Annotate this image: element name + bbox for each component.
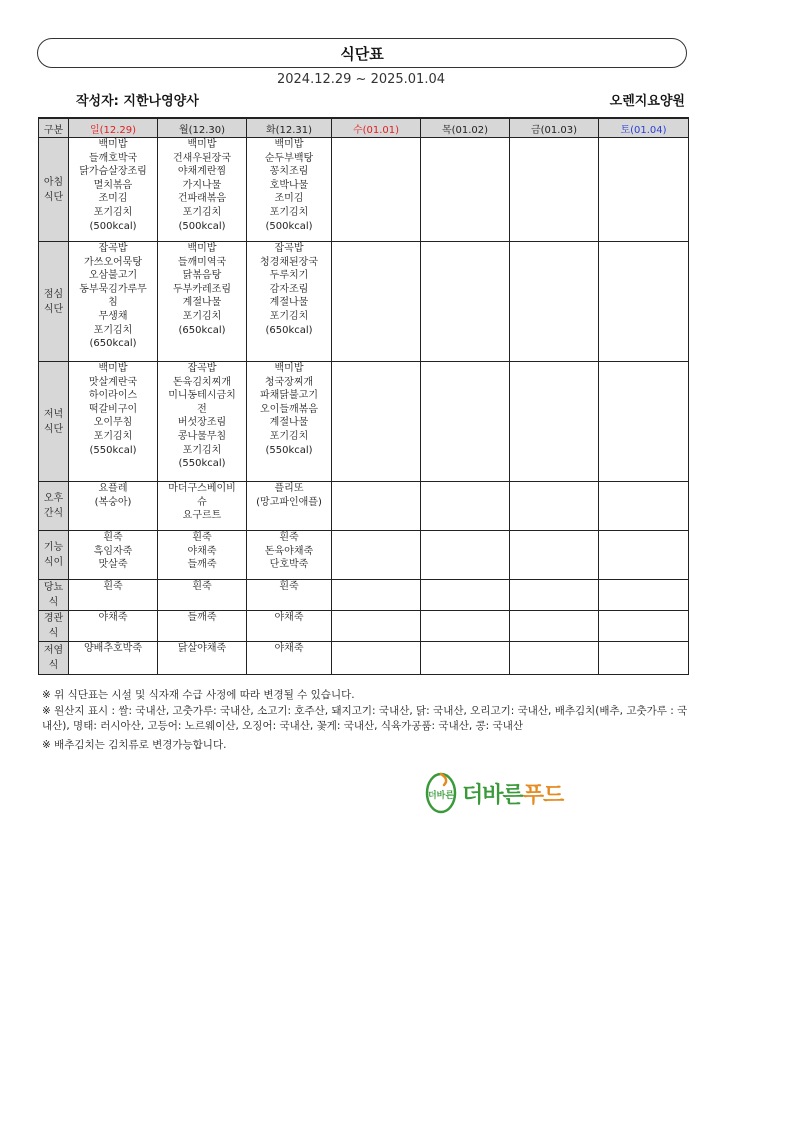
menu-item: 잡곡밥 <box>274 243 304 254</box>
menu-item: 떡갈비구이 <box>88 403 138 415</box>
menu-item: 요플레 <box>98 483 128 494</box>
row-label: 저녁 식단 <box>39 362 69 482</box>
note-origin: ※ 원산지 표시 : 쌀: 국내산, 고춧가루: 국내산, 소고기: 호주산, 돼지고기: 국내산, 닭: 국내산, 오리고기: 국내산, 배추김치(배추, 고춧가루 : 국내산), 명태: 러시아산, 고등어: 노르웨이산, 오징어: 국내산, 꽃게: 국내산, 식육가공품: 국내산, 콩: 국내산 <box>42 704 688 732</box>
menu-item: 순두부백탕 <box>264 152 314 164</box>
note-change: ※ 위 식단표는 시설 및 식자재 수급 사정에 따라 변경될 수 있습니다. <box>42 689 355 701</box>
brand-name-part2: 푸드 <box>522 782 564 808</box>
menu-cell-sat <box>599 362 689 482</box>
menu-cell-thu <box>421 611 510 642</box>
menu-item: 파채닭불고기 <box>260 390 318 402</box>
table-row <box>39 580 689 611</box>
menu-item: 잡곡밥 <box>187 363 217 374</box>
menu-cell-wed <box>332 138 421 242</box>
menu-cell-wed <box>332 642 421 675</box>
menu-item: (650kcal) <box>265 324 313 336</box>
note-kimchi: ※ 배추김치는 김치류로 변경가능합니다. <box>42 738 227 751</box>
menu-cell-tue <box>247 642 332 675</box>
menu-item: 오이무침 <box>93 417 133 429</box>
menu-cell-tue <box>247 138 332 242</box>
menu-item: 건파래볶음 <box>177 193 227 205</box>
menu-cell-wed <box>332 362 421 482</box>
table-row <box>39 138 689 242</box>
menu-cell-fri <box>510 138 599 242</box>
menu-item: 가쓰오어묵탕 <box>84 256 142 268</box>
menu-item: 포기김치 <box>269 430 309 442</box>
menu-cell-wed <box>332 482 421 531</box>
brand-name-part1: 더바른 <box>462 782 523 808</box>
menu-cell-thu <box>421 242 510 362</box>
menu-item: 멸치볶음 <box>93 179 133 191</box>
day-header-wed: 수(01.01) <box>332 118 421 138</box>
menu-item: 콩나물무침 <box>177 430 227 442</box>
menu-item: 마더구스베이비 <box>168 483 236 494</box>
menu-item: 포기김치 <box>269 310 309 322</box>
menu-period: 2024.12.29 ~ 2025.01.04 <box>276 72 446 87</box>
menu-item: 두루치기 <box>269 270 309 282</box>
menu-item: 무생채 <box>98 310 128 322</box>
notes-section <box>42 688 690 753</box>
menu-cell-thu <box>421 362 510 482</box>
table-row <box>39 242 689 362</box>
menu-item: 침 <box>108 297 118 309</box>
menu-item: 들깨미역국 <box>177 256 227 268</box>
menu-item: 전 <box>197 403 207 415</box>
menu-cell-sat <box>599 242 689 362</box>
menu-cell-fri <box>510 611 599 642</box>
menu-item: 양배추호박죽 <box>84 643 142 654</box>
menu-item: 잡곡밥 <box>98 243 128 254</box>
menu-cell-mon <box>158 482 247 531</box>
menu-item: 맛살죽 <box>98 559 128 571</box>
day-header-tue: 화(12.31) <box>247 118 332 138</box>
row-label: 경관 식 <box>39 611 69 642</box>
menu-item: 야채죽 <box>274 643 304 654</box>
menu-item: 조미김 <box>274 193 304 205</box>
menu-cell-wed <box>332 242 421 362</box>
day-header-sun: 일(12.29) <box>69 118 158 138</box>
table-row <box>39 531 689 580</box>
table-header-row <box>39 118 689 138</box>
menu-cell-fri <box>510 580 599 611</box>
menu-item: 백미밥 <box>274 363 304 374</box>
menu-item: 백미밥 <box>98 139 128 150</box>
menu-cell-tue <box>247 482 332 531</box>
row-label: 기능 식이 <box>39 531 69 580</box>
menu-item: 닭볶음탕 <box>182 270 222 282</box>
menu-item: 계절나물 <box>269 417 309 429</box>
menu-item: 청국장찌개 <box>264 376 314 388</box>
menu-cell-tue <box>247 611 332 642</box>
menu-item: 흰죽 <box>279 532 299 543</box>
menu-item: (500kcal) <box>265 220 313 232</box>
menu-item: 들깨죽 <box>187 612 217 623</box>
menu-item: 버섯장조림 <box>177 417 227 429</box>
menu-cell-mon <box>158 642 247 675</box>
table-row <box>39 642 689 675</box>
menu-item: 돈육김치찌개 <box>173 376 231 388</box>
menu-item: 포기김치 <box>269 206 309 218</box>
menu-item: 요구르트 <box>182 510 222 522</box>
menu-item: 조미김 <box>98 193 128 205</box>
menu-item: 야채죽 <box>98 612 128 623</box>
menu-item: 들깨호박국 <box>88 152 138 164</box>
table-row <box>39 611 689 642</box>
menu-item: (550kcal) <box>265 444 313 456</box>
menu-cell-sat <box>599 138 689 242</box>
menu-item: 청경채된장국 <box>260 256 318 268</box>
day-header-mon: 월(12.30) <box>158 118 247 138</box>
menu-item: 백미밥 <box>98 363 128 374</box>
menu-cell-sun <box>69 242 158 362</box>
menu-item: 돈육야채죽 <box>264 545 314 557</box>
menu-cell-fri <box>510 531 599 580</box>
menu-item: 포기김치 <box>93 206 133 218</box>
row-label: 오후 간식 <box>39 482 69 531</box>
day-header-fri: 금(01.03) <box>510 118 599 138</box>
menu-cell-sat <box>599 642 689 675</box>
menu-item: 백미밥 <box>187 139 217 150</box>
menu-cell-sun <box>69 642 158 675</box>
menu-item: (650kcal) <box>89 338 137 350</box>
menu-item: 두부카레조림 <box>173 283 231 295</box>
menu-cell-tue <box>247 362 332 482</box>
author-label: 작성자: 지한나영양사 <box>76 94 199 109</box>
menu-item: 포기김치 <box>182 444 222 456</box>
menu-item: 야채죽 <box>274 612 304 623</box>
menu-cell-tue <box>247 242 332 362</box>
menu-cell-sat <box>599 531 689 580</box>
menu-cell-tue <box>247 580 332 611</box>
menu-cell-sun <box>69 482 158 531</box>
menu-item: 슈 <box>197 496 207 508</box>
menu-item: (550kcal) <box>178 458 226 470</box>
menu-item: 백미밥 <box>274 139 304 150</box>
menu-item: (망고파인애플) <box>256 496 322 508</box>
facility-name: 오렌지요양원 <box>609 94 685 109</box>
brand-name <box>462 778 563 809</box>
menu-cell-mon <box>158 138 247 242</box>
row-label: 저염 식 <box>39 642 69 675</box>
menu-item: 하이라이스 <box>88 390 138 402</box>
menu-item: 동부묵김가루무 <box>79 283 147 295</box>
menu-cell-mon <box>158 531 247 580</box>
menu-cell-mon <box>158 580 247 611</box>
menu-item: (650kcal) <box>178 324 226 336</box>
menu-item: 닭가슴살장조림 <box>79 166 147 178</box>
menu-item: 백미밥 <box>187 243 217 254</box>
table-row <box>39 362 689 482</box>
menu-cell-fri <box>510 362 599 482</box>
weekly-menu-table <box>38 117 689 675</box>
menu-cell-thu <box>421 138 510 242</box>
day-header-sat: 토(01.04) <box>599 118 689 138</box>
menu-item: 흑임자죽 <box>93 545 133 557</box>
menu-cell-sun <box>69 531 158 580</box>
menu-cell-tue <box>247 531 332 580</box>
menu-cell-sun <box>69 138 158 242</box>
menu-item: 흰죽 <box>279 581 299 592</box>
menu-body <box>39 138 689 675</box>
menu-item: (500kcal) <box>89 220 137 232</box>
menu-cell-wed <box>332 531 421 580</box>
menu-cell-sun <box>69 611 158 642</box>
menu-cell-sun <box>69 362 158 482</box>
day-header-thu: 목(01.02) <box>421 118 510 138</box>
menu-item: 들깨죽 <box>187 559 217 571</box>
menu-item: 포기김치 <box>182 206 222 218</box>
brand-emblem-text: 더바른 <box>427 791 455 801</box>
menu-cell-sat <box>599 611 689 642</box>
menu-cell-wed <box>332 580 421 611</box>
menu-item: 단호박죽 <box>269 559 309 571</box>
menu-cell-sat <box>599 580 689 611</box>
menu-cell-mon <box>158 362 247 482</box>
menu-item: 오이들깨볶음 <box>260 403 318 415</box>
menu-cell-thu <box>421 580 510 611</box>
menu-item: 계절나물 <box>182 297 222 309</box>
menu-item: 플리또 <box>274 483 304 494</box>
menu-item: 야채죽 <box>187 545 217 557</box>
menu-item: 건새우된장국 <box>173 152 231 164</box>
menu-item: 닭살야채죽 <box>177 643 227 654</box>
menu-cell-mon <box>158 242 247 362</box>
menu-item: 꽁치조림 <box>269 166 309 178</box>
menu-item: 오삼불고기 <box>88 270 138 282</box>
menu-item: (복숭아) <box>94 496 132 508</box>
brand-emblem-icon <box>424 771 458 815</box>
menu-item: 가지나물 <box>182 179 222 191</box>
row-label: 아침 식단 <box>39 138 69 242</box>
menu-item: 포기김치 <box>182 310 222 322</box>
row-label: 당뇨 식 <box>39 580 69 611</box>
corner-label: 구분 <box>39 118 69 138</box>
menu-item: 감자조림 <box>269 283 309 295</box>
menu-item: 포기김치 <box>93 324 133 336</box>
row-label: 점심 식단 <box>39 242 69 362</box>
menu-item: 야채계란찜 <box>177 166 227 178</box>
menu-cell-mon <box>158 611 247 642</box>
menu-item: (500kcal) <box>178 220 226 232</box>
table-row <box>39 482 689 531</box>
menu-cell-thu <box>421 642 510 675</box>
menu-item: 호박나물 <box>269 179 309 191</box>
menu-cell-fri <box>510 482 599 531</box>
menu-item: 계절나물 <box>269 297 309 309</box>
menu-cell-fri <box>510 642 599 675</box>
menu-cell-sun <box>69 580 158 611</box>
menu-item: 흰죽 <box>103 581 123 592</box>
menu-cell-thu <box>421 482 510 531</box>
menu-cell-wed <box>332 611 421 642</box>
menu-item: 흰죽 <box>192 532 212 543</box>
menu-item: 미니동테시금치 <box>168 390 236 402</box>
menu-item: (550kcal) <box>89 444 137 456</box>
menu-cell-thu <box>421 531 510 580</box>
menu-cell-fri <box>510 242 599 362</box>
menu-cell-sat <box>599 482 689 531</box>
menu-item: 흰죽 <box>103 532 123 543</box>
menu-title: 식단표 <box>37 38 687 68</box>
menu-item: 흰죽 <box>192 581 212 592</box>
menu-item: 맛살계란국 <box>88 376 138 388</box>
menu-item: 포기김치 <box>93 430 133 442</box>
brand-logo <box>424 770 584 816</box>
